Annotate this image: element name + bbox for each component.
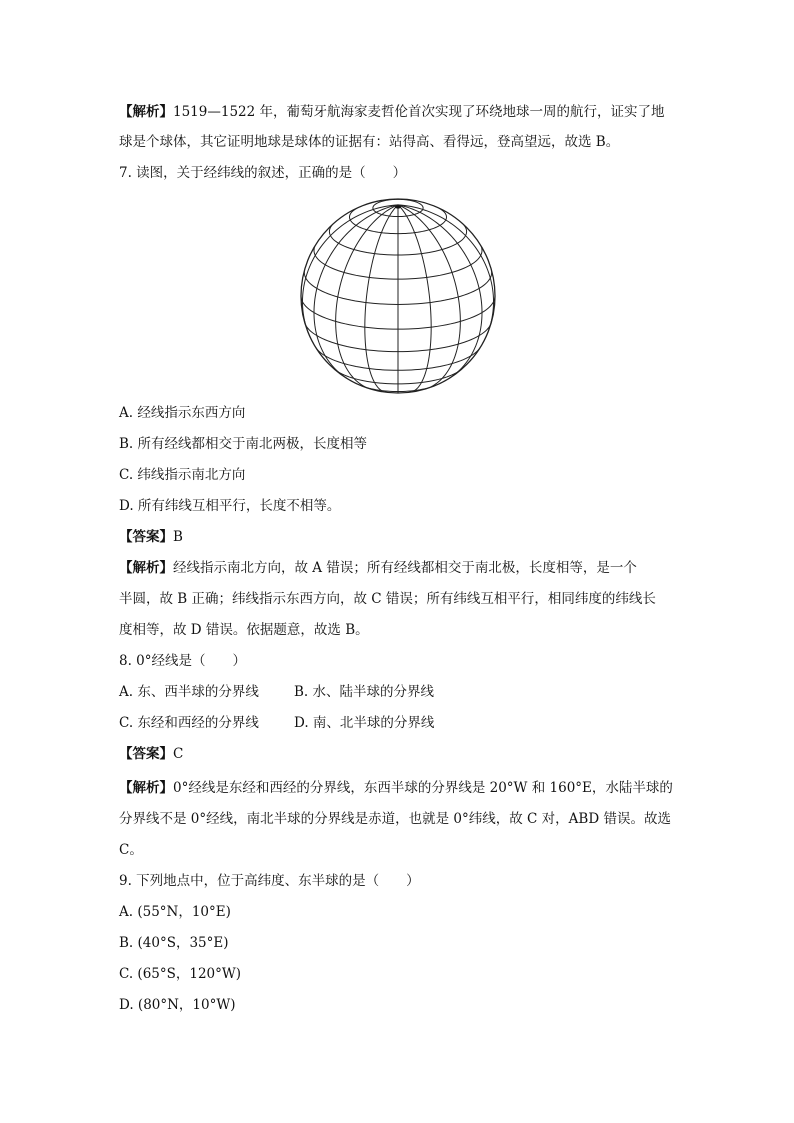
analysis-tag: 【解析】 (119, 104, 173, 120)
question-9-option-c: C. (65°S，120°W) (119, 966, 242, 982)
question-8-option-b: B. 水、陆半球的分界线 (294, 684, 435, 700)
question-9-option-d: D. (80°N，10°W) (119, 997, 236, 1013)
question-7-option-a: A. 经线指示东西方向 (119, 405, 246, 421)
question-7-analysis-line-1: 【解析】经线指示南北方向，故 A 错误；所有经线都相交于南北极，长度相等，是一个 (119, 560, 637, 576)
question-8-options-row-2 (119, 713, 679, 733)
question-7-stem: 7. 读图，关于经纬线的叙述，正确的是（ ） (119, 165, 407, 181)
question-7-analysis-line-2: 半圆，故 B 正确；纬线指示东西方向，故 C 错误；所有纬线互相平行，相同纬度的纬线长 (119, 591, 656, 607)
question-9-option-b: B. (40°S，35°E) (119, 935, 229, 951)
question-8-option-c: C. 东经和西经的分界线 (119, 715, 259, 731)
question-7-option-c: C. 纬线指示南北方向 (119, 467, 246, 483)
intro-analysis-line-2: 球是个球体，其它证明地球是球体的证据有：站得高、看得远，登高望远，故选 B。 (119, 134, 620, 150)
question-7-option-b: B. 所有经线都相交于南北两极，长度相等 (119, 436, 368, 452)
question-8-answer: 【答案】C (119, 746, 184, 762)
question-8-analysis-line-1: 【解析】0°经线是东经和西经的分界线，东西半球的分界线是 20°W 和 160°E，水陆半球的 (119, 780, 673, 796)
question-7-analysis-line-3: 度相等，故 D 错误。依据题意，故选 B。 (119, 622, 369, 638)
question-7-option-d: D. 所有纬线互相平行，长度不相等。 (119, 498, 341, 514)
north-pole-marker (395, 205, 401, 208)
question-8-stem: 8. 0°经线是（ ） (119, 653, 247, 669)
question-8-analysis-line-3: C。 (119, 842, 143, 858)
question-8-option-d: D. 南、北半球的分界线 (294, 715, 435, 731)
question-9-option-a: A. (55°N，10°E) (119, 904, 231, 920)
intro-analysis-line-1: 【解析】1519—1522 年，葡萄牙航海家麦哲伦首次实现了环绕地球一周的航行，证实了地 (119, 104, 665, 120)
question-7-answer: 【答案】B (119, 529, 183, 545)
question-8-option-a: A. 东、西半球的分界线 (119, 684, 259, 700)
question-9-stem: 9. 下列地点中，位于高纬度、东半球的是（ ） (119, 873, 420, 889)
globe-graticule-figure (298, 196, 498, 396)
question-8-analysis-line-2: 分界线不是 0°经线，南北半球的分界线是赤道，也就是 0°纬线，故 C 对，ABD 错误。故选 (119, 811, 671, 827)
question-8-options-row-1 (119, 682, 679, 702)
